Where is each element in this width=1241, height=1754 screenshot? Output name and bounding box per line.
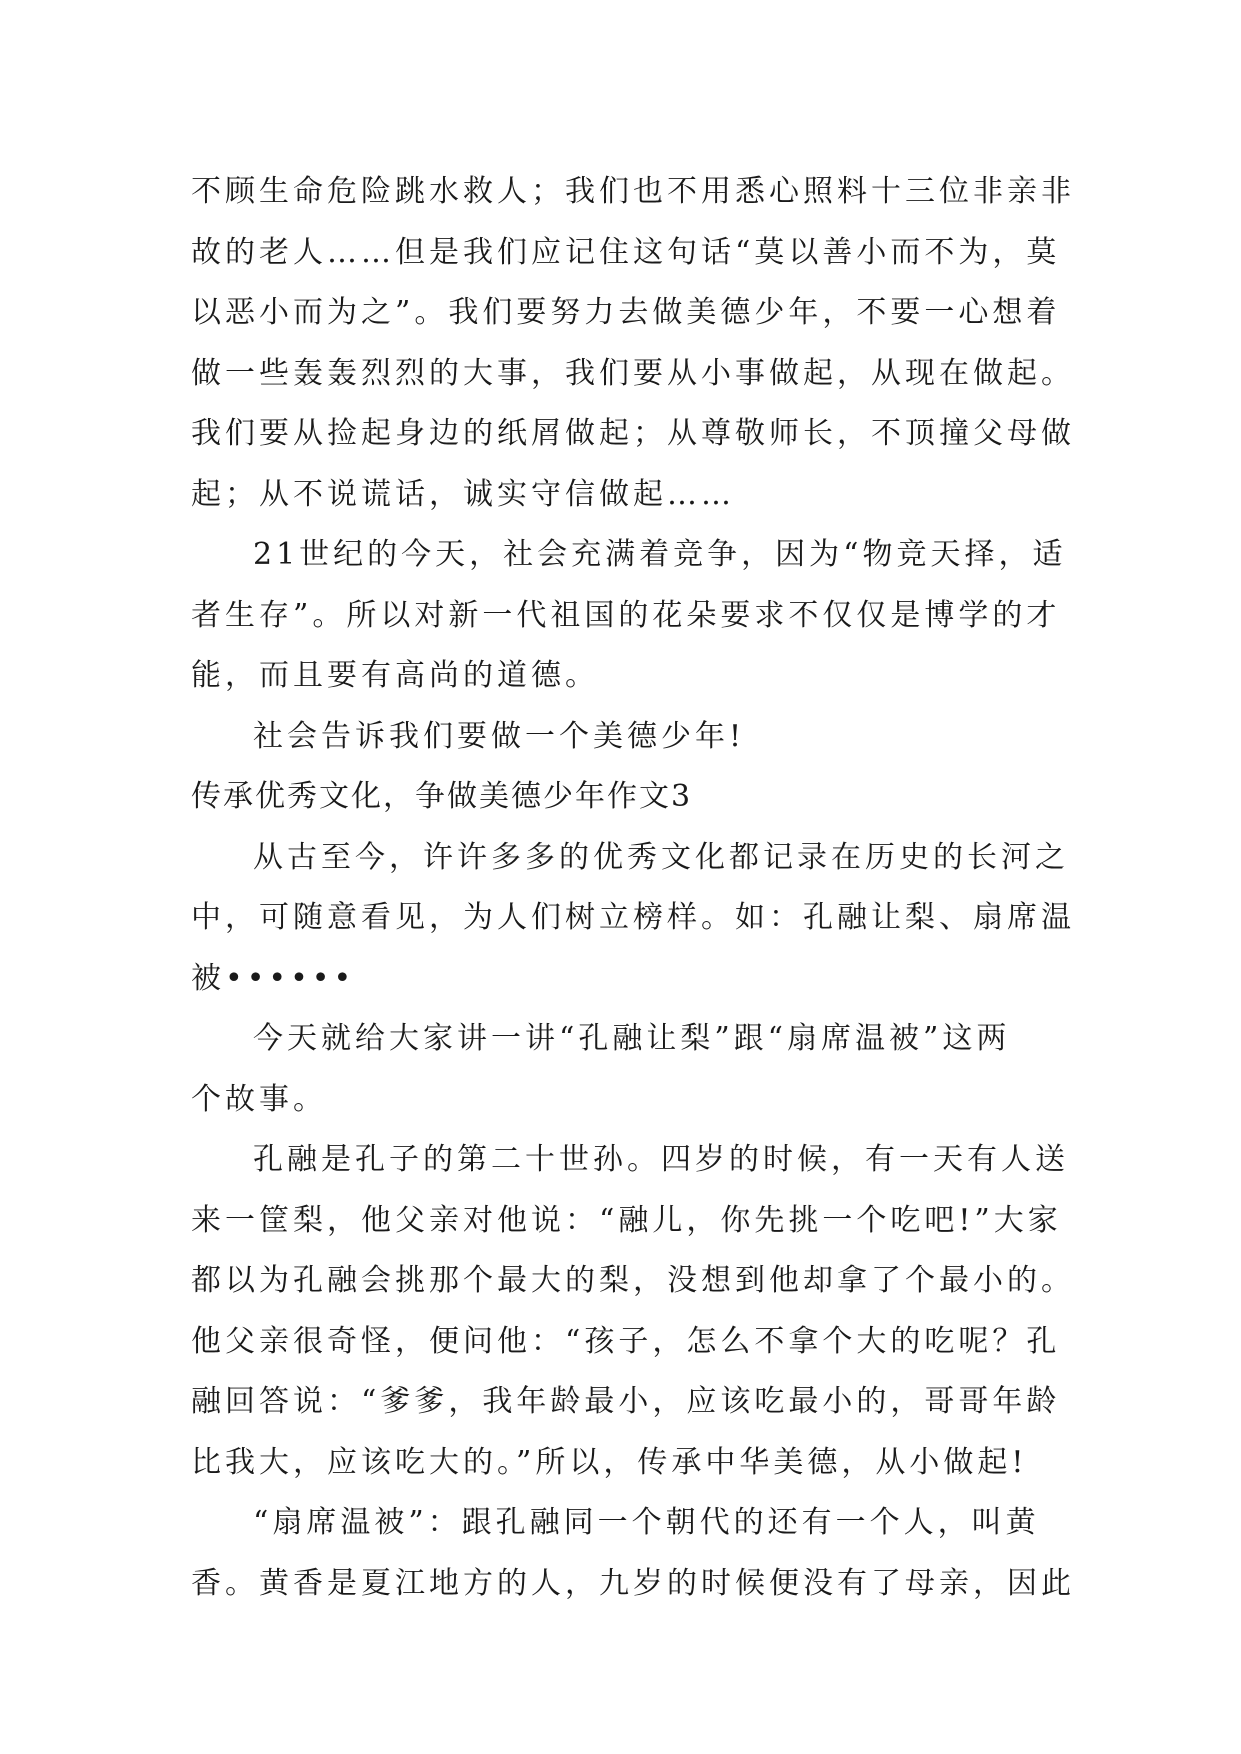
paragraph-first-line: 21世纪的今天，社会充满着竞争，因为“物竞天择，适 bbox=[253, 537, 1067, 572]
paragraph-first-line: 孔融是孔子的第二十世孙。四岁的时候，有一天有人送 bbox=[253, 1142, 1069, 1177]
text-line: 中，可随意看见，为人们树立榜样。如：孔融让梨、扇席温 bbox=[191, 900, 1075, 935]
text-line: 个故事。 bbox=[191, 1081, 327, 1117]
paragraph-first-line: 社会告诉我们要做一个美德少年! bbox=[253, 718, 746, 754]
document-body bbox=[191, 162, 1075, 1614]
paragraph-first-line: “扇席温被”：跟孔融同一个朝代的还有一个人，叫黄 bbox=[253, 1505, 1040, 1540]
text-line: 故的老人……但是我们应记住这句话“莫以善小而不为，莫 bbox=[191, 234, 1061, 270]
text-line: 做一些轰轰烈烈的大事，我们要从小事做起，从现在做起。 bbox=[191, 355, 1075, 391]
text-line: 者生存”。所以对新一代祖国的花朵要求不仅仅是博学的才 bbox=[191, 597, 1061, 633]
text-line: 比我大，应该吃大的。”所以，传承中华美德，从小做起! bbox=[191, 1444, 1028, 1480]
text-line: 我们要从捡起身边的纸屑做起；从尊敬师长，不顶撞父母做 bbox=[191, 416, 1075, 451]
text-line: 他父亲很奇怪，便问他：“孩子，怎么不拿个大的吃呢？孔 bbox=[191, 1323, 1061, 1359]
paragraph-first-line: 从古至今，许许多多的优秀文化都记录在历史的长河之 bbox=[253, 839, 1069, 875]
section-heading: 传承优秀文化，争做美德少年作文3 bbox=[191, 779, 693, 814]
text-line: 能，而且要有高尚的道德。 bbox=[191, 658, 599, 693]
text-line: 不顾生命危险跳水救人；我们也不用悉心照料十三位非亲非 bbox=[191, 174, 1075, 209]
text-line: 香。黄香是夏江地方的人，九岁的时候便没有了母亲，因此 bbox=[191, 1565, 1075, 1601]
text-line: 都以为孔融会挑那个最大的梨，没想到他却拿了个最小的。 bbox=[191, 1263, 1075, 1298]
text-line: 来一筐梨，他父亲对他说：“融儿，你先挑一个吃吧!”大家 bbox=[191, 1202, 1062, 1238]
text-line: 融回答说：“爹爹，我年龄最小，应该吃最小的，哥哥年龄 bbox=[191, 1384, 1061, 1419]
paragraph-first-line: 今天就给大家讲一讲“孔融让梨”跟“扇席温被”这两 bbox=[253, 1021, 1011, 1056]
text-line: 起；从不说谎话，诚实守信做起…… bbox=[191, 476, 735, 512]
text-line: 以恶小而为之”。我们要努力去做美德少年，不要一心想着 bbox=[191, 295, 1061, 330]
text-line: 被•••••• bbox=[191, 960, 356, 996]
